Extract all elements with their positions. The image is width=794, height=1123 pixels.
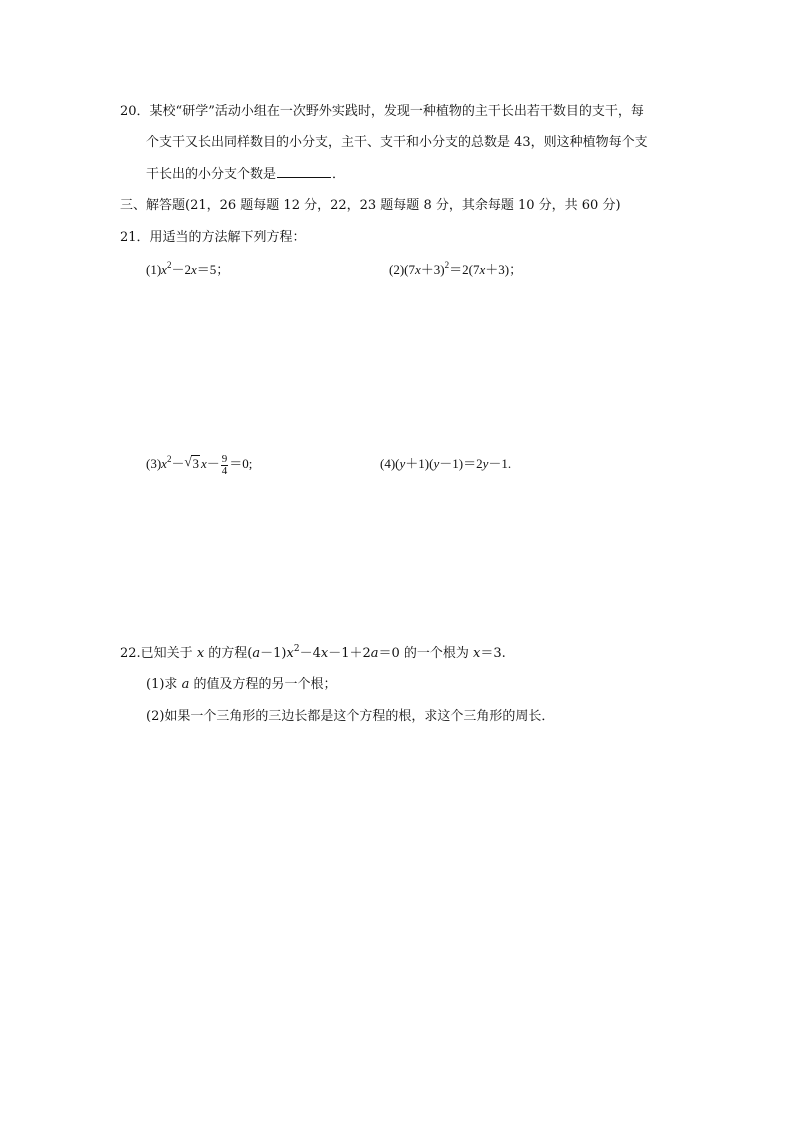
q22-sub2: (2)如果一个三角形的三边长都是这个方程的根，求这个三角形的周长．	[146, 709, 555, 724]
exponent: 2	[444, 260, 450, 270]
term: －2	[171, 262, 191, 277]
term: －1)	[260, 646, 287, 661]
var-x: x	[190, 262, 197, 277]
var-y: y	[482, 456, 489, 471]
var-x: x	[286, 646, 294, 661]
text: 的值及方程的另一个根；	[189, 677, 337, 692]
exponent: 2	[293, 644, 300, 654]
q21-part1	[146, 261, 229, 279]
q20-line3	[146, 165, 345, 184]
exponent: 2	[166, 454, 172, 464]
q20-line1: 20．某校“研学”活动小组在一次野外实践时，发现一种植物的主干长出若干数目的支干，每	[120, 104, 644, 119]
section-3-heading: 三、解答题(21，26 题每题 12 分，22，23 题每题 8 分，其余每题 10 分，共 60 分)	[120, 198, 621, 213]
exponent: 2	[166, 260, 172, 270]
q21-p1-label: (1)	[146, 262, 162, 277]
term: ＋3)	[420, 262, 445, 277]
var-y: y	[433, 456, 440, 471]
term: ＝5；	[196, 262, 230, 277]
q21-part2	[389, 261, 522, 279]
var-x: x	[320, 646, 329, 661]
term: －	[171, 456, 185, 471]
text: 22.已知关于	[120, 646, 197, 661]
term: －1＋2	[328, 646, 371, 661]
q21-p2-label: (2)(7	[389, 262, 415, 277]
term: －1)＝2	[439, 456, 483, 471]
numerator: 9	[221, 452, 228, 465]
q21-title: 21．用适当的方法解下列方程：	[120, 230, 306, 245]
text: 的方程(	[204, 646, 253, 661]
q22-sub1	[146, 676, 336, 694]
var-x: x	[473, 646, 481, 661]
text: ＝0 的一个根为	[378, 646, 474, 661]
var-a: a	[181, 677, 190, 692]
q20-line2: 个支干又长出同样数目的小分支，主干、支干和小分支的总数是 43，则这种植物每个支	[146, 135, 648, 150]
fraction	[221, 454, 229, 477]
q21-p3-label: (3)	[146, 456, 162, 471]
term: －1.	[488, 456, 512, 471]
term: －4	[299, 646, 321, 661]
term: ＝3.	[480, 646, 506, 661]
var-a: a	[370, 646, 379, 661]
term: ＋1)(	[405, 456, 434, 471]
var-x: x	[161, 262, 167, 277]
term: ＝0;	[229, 456, 253, 471]
q21-p4-label: (4)(	[380, 456, 400, 471]
term: ＝2(7	[449, 262, 480, 277]
var-x: x	[200, 456, 207, 471]
q20-line3-end: ．	[332, 167, 346, 182]
var-x: x	[161, 456, 167, 471]
var-a: a	[252, 646, 261, 661]
q22-stem	[120, 645, 506, 663]
var-x: x	[196, 646, 205, 661]
radicand: 3	[192, 456, 199, 471]
denominator: 4	[221, 464, 228, 477]
sqrt: √ 3	[184, 454, 199, 471]
term: －	[206, 456, 220, 471]
q20-line3-text: 干长出的小分支个数是	[146, 167, 277, 182]
answer-blank[interactable]	[277, 165, 331, 178]
var-x: x	[479, 262, 486, 277]
var-x: x	[415, 262, 421, 277]
text: (1)求	[146, 677, 182, 692]
var-y: y	[399, 456, 406, 471]
term: ＋3)；	[485, 262, 523, 277]
q21-part4	[380, 455, 511, 473]
q21-part3	[146, 452, 252, 477]
